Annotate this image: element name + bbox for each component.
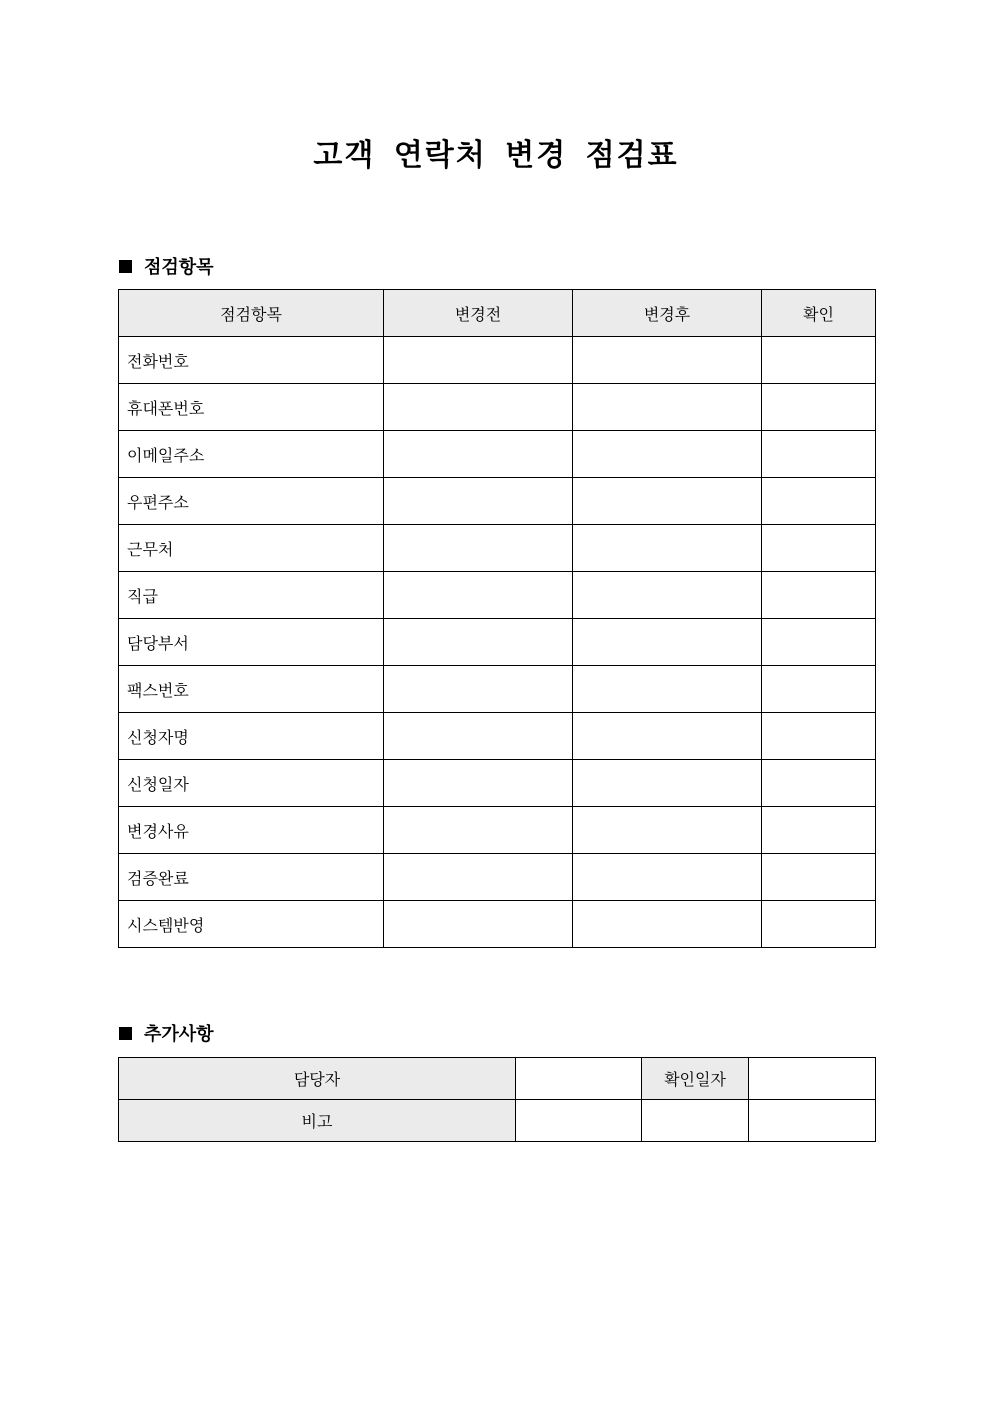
- after-cell[interactable]: [573, 572, 762, 619]
- confirm-cell[interactable]: [762, 619, 876, 666]
- confirm-date-value-cell[interactable]: [749, 1058, 876, 1100]
- after-cell[interactable]: [573, 854, 762, 901]
- checklist-section-heading: [119, 253, 214, 279]
- confirm-cell[interactable]: [762, 807, 876, 854]
- after-cell[interactable]: [573, 525, 762, 572]
- extra-table: [118, 1057, 876, 1142]
- row-label: 직급: [119, 572, 384, 619]
- confirm-cell[interactable]: [762, 337, 876, 384]
- after-cell[interactable]: [573, 713, 762, 760]
- before-cell[interactable]: [384, 619, 573, 666]
- before-cell[interactable]: [384, 572, 573, 619]
- column-header-before: 변경전: [384, 290, 573, 337]
- after-cell[interactable]: [573, 478, 762, 525]
- row-label: 신청일자: [119, 760, 384, 807]
- row-label: 전화번호: [119, 337, 384, 384]
- confirm-cell[interactable]: [762, 384, 876, 431]
- table-header-row: [119, 290, 876, 337]
- table-row: [119, 807, 876, 854]
- table-row: [119, 1100, 876, 1142]
- page-title: 고객 연락처 변경 점검표: [313, 138, 679, 173]
- row-label: 신청자명: [119, 713, 384, 760]
- before-cell[interactable]: [384, 384, 573, 431]
- table-row: [119, 901, 876, 948]
- after-cell[interactable]: [573, 431, 762, 478]
- confirm-cell[interactable]: [762, 478, 876, 525]
- table-row: [119, 384, 876, 431]
- after-cell[interactable]: [573, 384, 762, 431]
- table-row: [119, 431, 876, 478]
- column-header-item: 점검항목: [119, 290, 384, 337]
- row-label: 검증완료: [119, 854, 384, 901]
- before-cell[interactable]: [384, 525, 573, 572]
- square-bullet-icon: [119, 260, 132, 273]
- remarks-value-cell[interactable]: [642, 1100, 749, 1142]
- table-row: [119, 525, 876, 572]
- before-cell[interactable]: [384, 337, 573, 384]
- column-header-confirm: 확인: [762, 290, 876, 337]
- row-label: 시스템반영: [119, 901, 384, 948]
- row-label: 우편주소: [119, 478, 384, 525]
- row-label: 휴대폰번호: [119, 384, 384, 431]
- column-header-after: 변경후: [573, 290, 762, 337]
- row-label: 근무처: [119, 525, 384, 572]
- before-cell[interactable]: [384, 666, 573, 713]
- manager-value-cell[interactable]: [516, 1058, 642, 1100]
- before-cell[interactable]: [384, 760, 573, 807]
- before-cell[interactable]: [384, 854, 573, 901]
- after-cell[interactable]: [573, 760, 762, 807]
- after-cell[interactable]: [573, 337, 762, 384]
- confirm-cell[interactable]: [762, 666, 876, 713]
- after-cell[interactable]: [573, 807, 762, 854]
- table-row: [119, 760, 876, 807]
- confirm-cell[interactable]: [762, 572, 876, 619]
- table-row: [119, 713, 876, 760]
- row-label: 변경사유: [119, 807, 384, 854]
- table-row: [119, 666, 876, 713]
- extra-heading-label: 추가사항: [144, 1024, 214, 1045]
- manager-label: 담당자: [119, 1058, 516, 1100]
- table-row: [119, 572, 876, 619]
- row-label: 팩스번호: [119, 666, 384, 713]
- row-label: 이메일주소: [119, 431, 384, 478]
- confirm-cell[interactable]: [762, 901, 876, 948]
- table-row: [119, 619, 876, 666]
- remarks-value-cell[interactable]: [749, 1100, 876, 1142]
- remarks-label: 비고: [119, 1100, 516, 1142]
- before-cell[interactable]: [384, 478, 573, 525]
- checklist-table: [118, 289, 876, 948]
- confirm-cell[interactable]: [762, 525, 876, 572]
- remarks-value-cell[interactable]: [516, 1100, 642, 1142]
- table-row: [119, 854, 876, 901]
- confirm-cell[interactable]: [762, 760, 876, 807]
- extra-section-heading: [119, 1020, 214, 1046]
- before-cell[interactable]: [384, 901, 573, 948]
- confirm-cell[interactable]: [762, 854, 876, 901]
- confirm-cell[interactable]: [762, 713, 876, 760]
- confirm-date-label: 확인일자: [642, 1058, 749, 1100]
- square-bullet-icon: [119, 1027, 132, 1040]
- row-label: 담당부서: [119, 619, 384, 666]
- before-cell[interactable]: [384, 431, 573, 478]
- after-cell[interactable]: [573, 666, 762, 713]
- table-row: [119, 337, 876, 384]
- before-cell[interactable]: [384, 807, 573, 854]
- before-cell[interactable]: [384, 713, 573, 760]
- table-row: [119, 478, 876, 525]
- after-cell[interactable]: [573, 619, 762, 666]
- confirm-cell[interactable]: [762, 431, 876, 478]
- table-row: [119, 1058, 876, 1100]
- after-cell[interactable]: [573, 901, 762, 948]
- checklist-heading-label: 점검항목: [144, 257, 214, 278]
